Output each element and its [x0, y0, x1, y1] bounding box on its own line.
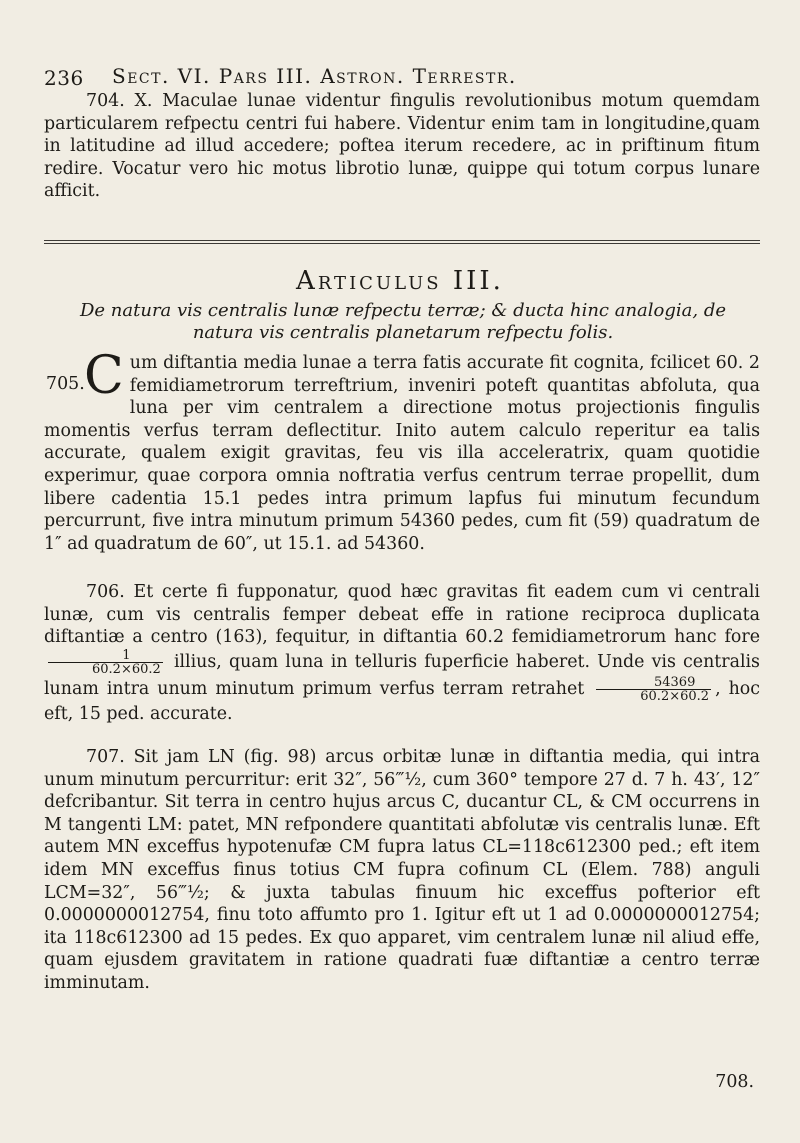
page-number: 236 [44, 66, 84, 90]
section-rule [44, 240, 760, 244]
article-subtitle: De natura vis centralis lunæ refpectu terræ; & ducta hinc analogia, de natura vis centralis planetarum refpectu folis. [79, 300, 727, 343]
paragraph-705-text: um diftantia media lunae a terra fatis accurate fit cognita, fcilicet 60. 2 femidiametrorum terreftrium, inveniri poteft quantitas abfoluta, qua luna per vim centralem a directione motus projectionis fingulis momentis verfus terram deflectitur. Inito autem calculo reperitur ea talis accurate, qualem exigit gravitas, feu vis illa acceleratrix, quam quotidie experimur, quae corpora omnia noftratia verfus centrum terrae propellit, dum libere cadentia 15.1 pedes intra primum lapfus fui minutum fecundum percurrunt, five intra minutum primum 54360 pedes, cum fit (59) quadratum de 1″ ad quadratum de 60″, ut 15.1. ad 54360. [44, 353, 760, 554]
paragraph-707: 707. Sit jam LN (fig. 98) arcus orbitæ lunæ in diftantia media, qui intra unum minutum percurritur: erit 32″, 56‴½, cum 360° tempore 27 d. 7 h. 43′, 12″ defcribantur. Sit terra in centro hujus arcus C, ducantur CL, & CM occurrens in M tangenti LM: patet, MN refpondere quantitati abfolutæ vis centralis lunæ. Eft autem MN exceffus hypotenufæ CM fupra latus CL=118c612300 ped.; eft item idem MN exceffus finus totius CM fupra cofinum CL (Elem. 788) anguli LCM=32″, 56‴½; & juxta tabulas finuum hic exceffus pofterior eft 0.0000000012754, finu toto affumto pro 1. Igitur eft ut 1 ad 0.0000000012754; ita 118c612300 ad 15 pedes. Ex quo apparet, vim centralem lunæ nil aliud effe, quam ejusdem gravitatem in ratione quadrati fuæ diftantiæ a centro terræ imminutam. [44, 747, 760, 993]
drop-cap: 705. C [46, 346, 124, 406]
fraction-54369-over-distance: $\frac{54369}{60.2\times 60.2}$ [596, 676, 711, 703]
fraction-one-over-distance: $\frac{1}{60.2\times 60.2}$ [48, 649, 163, 676]
paragraph-706: 706. Et certe fi fupponatur, quod hæc gravitas fit eadem cum vi centrali lunæ, cum vis centralis femper debeat effe in ratione reciproca duplicata diftantiæ a centro (163), fequitur, in diftantia 60.2 femidiametrorum hanc fore $\frac{1}{60.2\times 60.2}$ illius, quam luna in telluris fuperficie haberet. Unde vis centralis lunam intra unum minutum primum verfus terram retrahet $\frac{54369}{60.2\times 60.2}$ , hoc eft, 15 ped. accurate. [44, 582, 761, 724]
running-title: Sect. VI. Pars III. Astron. Terrestr. [112, 64, 517, 88]
paragraph-705-number: 705. [46, 374, 85, 394]
paragraph-704: 704. X. Maculae lunae videntur fingulis revolutionibus motum quemdam particularem refpectu centri fui habere. Videntur enim tam in longitudine,quam in latitudine ad illud accedere; poftea iterum recedere, ac in priftinum fitum redire. Vocatur vero hic motus librotio lunæ, quippe qui totum corpus lunare afficit. [44, 91, 760, 202]
paragraph-705 [44, 346, 760, 555]
article-heading: Articulus III. [296, 266, 504, 296]
catchword: 708. [715, 1072, 754, 1092]
